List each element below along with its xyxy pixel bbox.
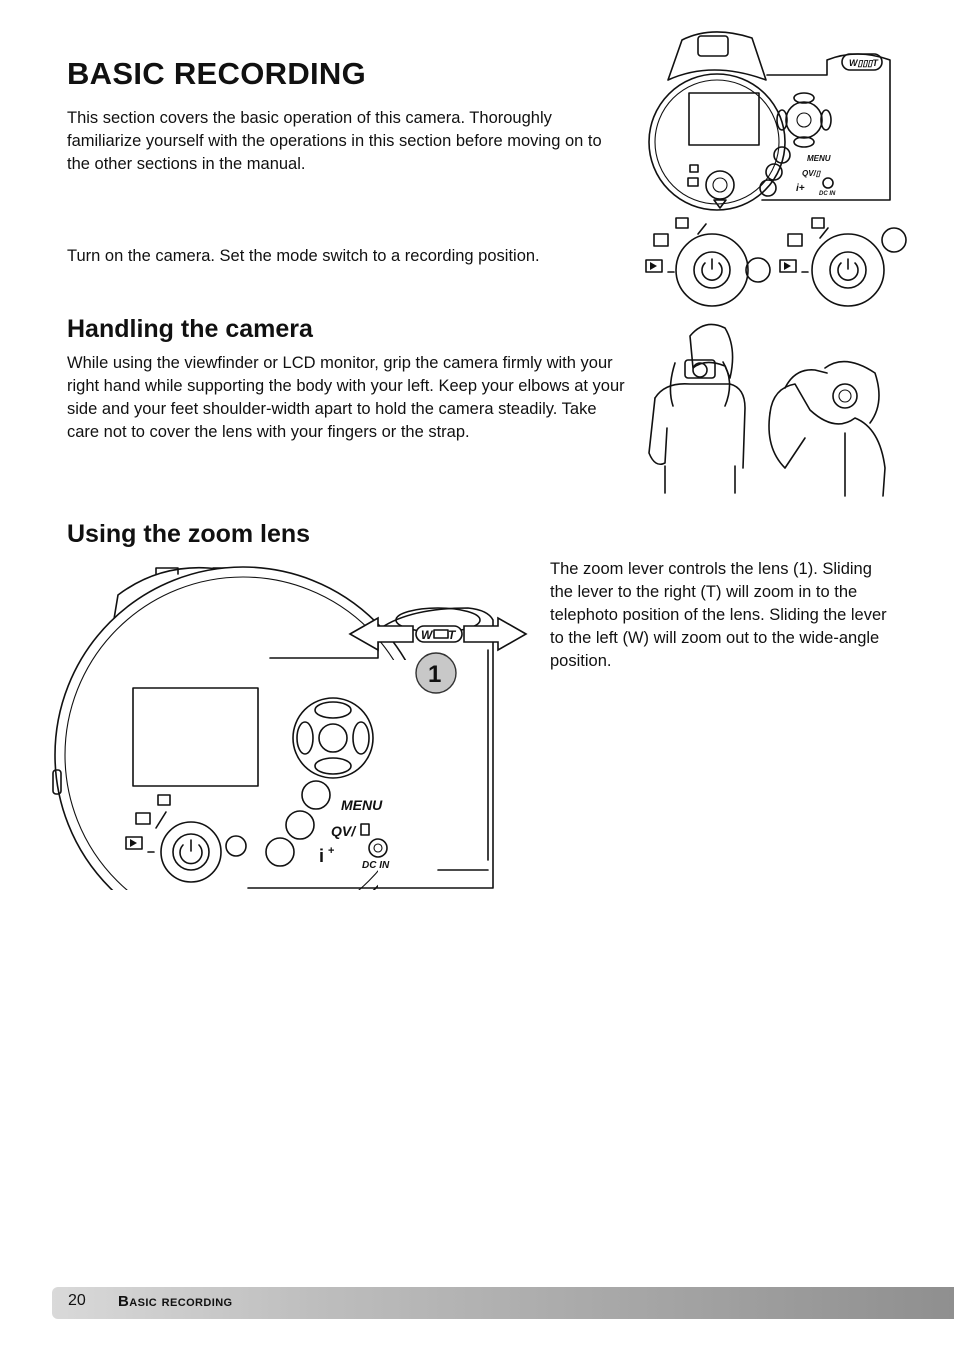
zoom-heading: Using the zoom lens [67, 520, 311, 548]
power-on-instruction: Turn on the camera. Set the mode switch to a recording position. [67, 247, 540, 265]
svg-text:T: T [448, 628, 456, 642]
qv-delete-label: QV/ [331, 823, 356, 839]
page-number: 20 [68, 1292, 86, 1309]
camera-back-small-illustration [642, 20, 900, 212]
svg-text:MENU: MENU [807, 154, 831, 163]
zoom-callout-number: 1 [428, 661, 442, 688]
dc-in-label: DC IN [362, 860, 390, 871]
intro-paragraph: This section covers the basic operation of this camera. Thoroughly familiarize yourself with the operations in this section before moving on to the other sections in the manual. [67, 109, 602, 173]
page-title: BASIC RECORDING [67, 56, 367, 91]
page-footer [52, 1287, 954, 1319]
camera-back-large-illustration [48, 560, 530, 890]
menu-button-label: MENU [341, 797, 383, 813]
holding-camera-illustration [645, 318, 895, 498]
svg-text:QV/▯: QV/▯ [802, 169, 821, 178]
mode-switch-illustration [640, 210, 930, 308]
svg-text:DC IN: DC IN [819, 191, 836, 197]
svg-text:i+: i+ [796, 183, 805, 194]
zoom-lever-small-label: W▯▯▯T [849, 58, 878, 68]
handling-paragraph: While using the viewfinder or LCD monitor, grip the camera firmly with your right hand while supporting the body with your left. Keep your elbows at your side and your feet shoulder-width apart to hold the camera steadily. Take care not to cover the lens with your fingers or the strap. [67, 354, 625, 441]
svg-text:+: + [328, 845, 335, 857]
info-button-label: i [319, 846, 325, 866]
zoom-paragraph: The zoom lever controls the lens (1). Sliding the lever to the right (T) will zoom in to the telephoto position of the lens. Sliding the lever to the left (W) will zoom out to the wide-angle position. [550, 560, 887, 670]
zoom-lever-label: W [421, 628, 433, 642]
footer-section-title: Basic recording [118, 1293, 233, 1310]
handling-heading: Handling the camera [67, 315, 313, 343]
